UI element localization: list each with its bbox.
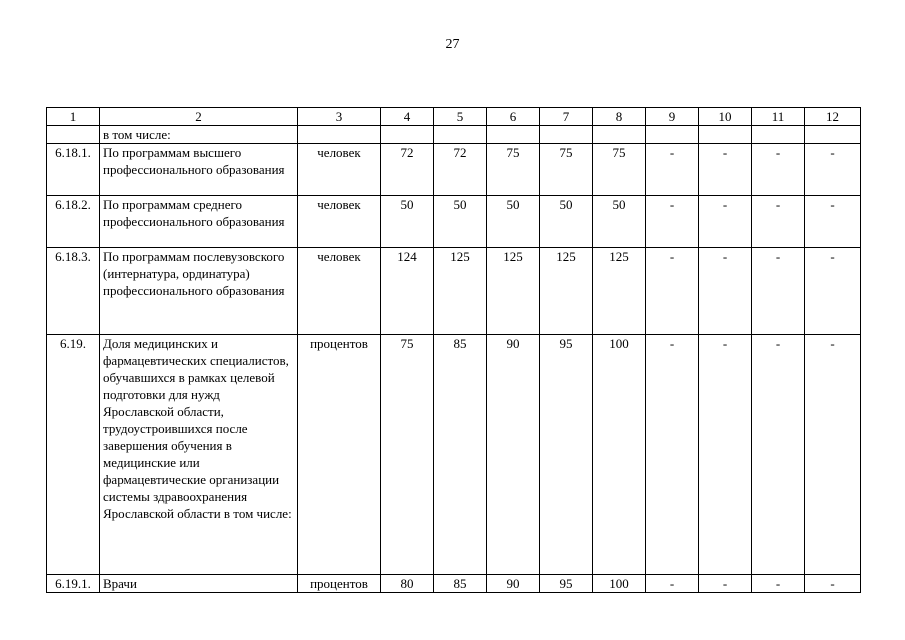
column-number-header-row — [47, 108, 861, 126]
row-value: - — [646, 144, 699, 196]
row-value: - — [646, 248, 699, 335]
row-unit: человек — [298, 248, 381, 335]
row-value: - — [752, 335, 805, 575]
row-value: 125 — [540, 248, 593, 335]
row-value: 124 — [381, 248, 434, 335]
row-value — [593, 126, 646, 144]
row-value: 95 — [540, 575, 593, 593]
column-header: 9 — [646, 108, 699, 126]
row-name: По программам высшего профессионального образования — [100, 144, 298, 196]
row-unit: процентов — [298, 575, 381, 593]
column-header: 4 — [381, 108, 434, 126]
row-value: - — [752, 196, 805, 248]
row-value: - — [805, 575, 861, 593]
row-value: 50 — [540, 196, 593, 248]
row-number: 6.18.1. — [47, 144, 100, 196]
row-value: - — [699, 144, 752, 196]
row-value — [540, 126, 593, 144]
row-value: 75 — [381, 335, 434, 575]
row-value — [752, 126, 805, 144]
row-value: 75 — [487, 144, 540, 196]
row-value: - — [699, 335, 752, 575]
row-value: - — [805, 335, 861, 575]
row-value: - — [646, 196, 699, 248]
row-value: - — [752, 575, 805, 593]
row-value: - — [699, 248, 752, 335]
row-name: Доля медицинских и фармацевтических специалистов, обучавшихся в рамках целевой подготовки для нужд Ярославской области, трудоустроившихся после завершения обучения в медицинские или фармацевтические организации системы здравоохранения Ярославской области в том числе: — [100, 335, 298, 575]
column-header: 6 — [487, 108, 540, 126]
row-unit — [298, 126, 381, 144]
table-row — [47, 335, 861, 575]
table-row — [47, 575, 861, 593]
row-name: По программам среднего профессионального образования — [100, 196, 298, 248]
table-row — [47, 196, 861, 248]
row-value: 90 — [487, 575, 540, 593]
column-header: 5 — [434, 108, 487, 126]
row-value: 50 — [381, 196, 434, 248]
row-value: 100 — [593, 575, 646, 593]
row-value: - — [752, 248, 805, 335]
column-header: 11 — [752, 108, 805, 126]
column-header: 8 — [593, 108, 646, 126]
row-value: - — [646, 575, 699, 593]
row-value — [381, 126, 434, 144]
row-number: 6.18.3. — [47, 248, 100, 335]
row-name: в том числе: — [100, 126, 298, 144]
column-header: 12 — [805, 108, 861, 126]
column-header: 2 — [100, 108, 298, 126]
row-number: 6.18.2. — [47, 196, 100, 248]
row-number — [47, 126, 100, 144]
row-value: - — [752, 144, 805, 196]
row-value: 125 — [434, 248, 487, 335]
row-value: 80 — [381, 575, 434, 593]
row-value: 50 — [593, 196, 646, 248]
row-value: - — [805, 196, 861, 248]
row-value: 85 — [434, 335, 487, 575]
row-value: 95 — [540, 335, 593, 575]
row-value: - — [805, 248, 861, 335]
row-unit: процентов — [298, 335, 381, 575]
column-header: 1 — [47, 108, 100, 126]
row-value: - — [805, 144, 861, 196]
column-header: 10 — [699, 108, 752, 126]
row-value: 75 — [593, 144, 646, 196]
row-value — [805, 126, 861, 144]
row-value: - — [699, 575, 752, 593]
row-unit: человек — [298, 196, 381, 248]
table-row — [47, 248, 861, 335]
row-value — [487, 126, 540, 144]
row-name: По программам послевузовского (интернатура, ординатура) профессионального образования — [100, 248, 298, 335]
row-value — [646, 126, 699, 144]
row-value: - — [699, 196, 752, 248]
page-number: 27 — [445, 37, 460, 52]
row-value: 85 — [434, 575, 487, 593]
column-header: 7 — [540, 108, 593, 126]
table-row — [47, 144, 861, 196]
row-value — [699, 126, 752, 144]
data-table — [46, 107, 861, 593]
row-value: 125 — [487, 248, 540, 335]
row-number: 6.19.1. — [47, 575, 100, 593]
row-value: 75 — [540, 144, 593, 196]
row-value: 100 — [593, 335, 646, 575]
row-value — [434, 126, 487, 144]
row-value: 50 — [434, 196, 487, 248]
row-value: 72 — [381, 144, 434, 196]
table-row — [47, 126, 861, 144]
row-value: - — [646, 335, 699, 575]
row-name: Врачи — [100, 575, 298, 593]
row-value: 90 — [487, 335, 540, 575]
row-number: 6.19. — [47, 335, 100, 575]
row-value: 125 — [593, 248, 646, 335]
row-value: 50 — [487, 196, 540, 248]
row-value: 72 — [434, 144, 487, 196]
column-header: 3 — [298, 108, 381, 126]
row-unit: человек — [298, 144, 381, 196]
